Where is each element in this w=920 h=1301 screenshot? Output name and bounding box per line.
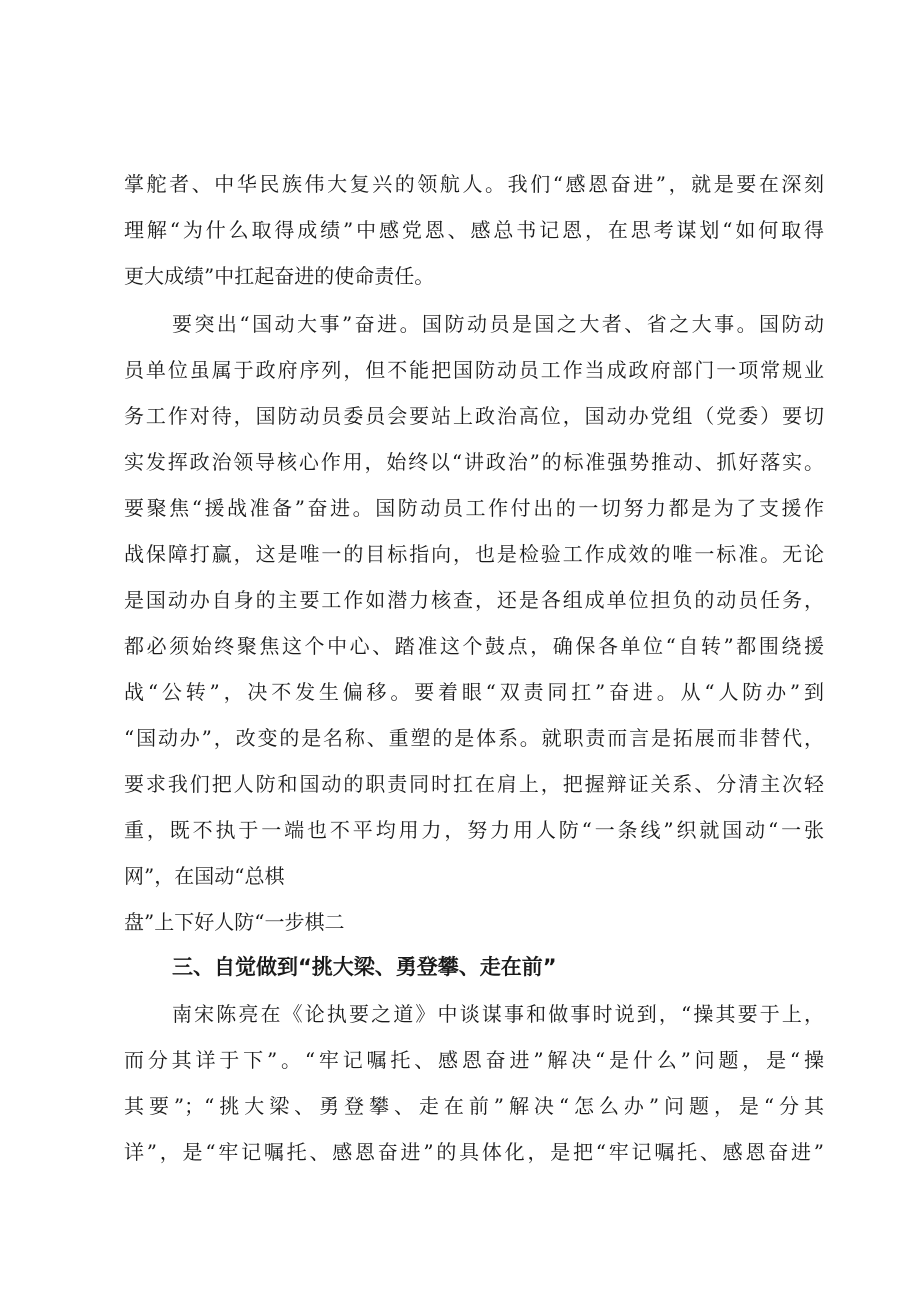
paragraph-line: 南宋陈亮在《论执要之道》中谈谋事和做事时说到，“操其要于上， bbox=[172, 1002, 824, 1026]
paragraph-line: 员单位虽属于政府序列，但不能把国防动员工作当成政府部门一项常规业 bbox=[124, 358, 824, 382]
paragraph-line: 要聚焦“援战准备”奋进。国防动员工作付出的一切努力都是为了支援作 bbox=[124, 496, 824, 520]
paragraph-line: 盘”上下好人防“一步棋二 bbox=[124, 910, 345, 934]
paragraph-line: 理解“为什么取得成绩”中感党恩、感总书记恩，在思考谋划“如何取得 bbox=[124, 218, 824, 242]
paragraph-line: 实发挥政治领导核心作用，始终以“讲政治”的标准强势推动、抓好落实。 bbox=[124, 450, 824, 474]
paragraph-line: 其要”；“挑大梁、勇登攀、走在前”解决“怎么办”问题，是“分其 bbox=[124, 1094, 824, 1118]
paragraph-line: 都必须始终聚焦这个中心、踏准这个鼓点，确保各单位“自转”都围绕援 bbox=[124, 634, 824, 658]
paragraph-line: 要突出“国动大事”奋进。国防动员是国之大者、省之大事。国防动 bbox=[172, 312, 824, 336]
paragraph-line: 详”，是“牢记嘱托、感恩奋进”的具体化，是把“牢记嘱托、感恩奋进” bbox=[124, 1140, 824, 1164]
paragraph-line: 战“公转”，决不发生偏移。要着眼“双责同扛”奋进。从“人防办”到 bbox=[124, 680, 824, 704]
paragraph-line: 要求我们把人防和国动的职责同时扛在肩上，把握辩证关系、分清主次轻 bbox=[124, 772, 824, 796]
paragraph-line: 是国动办自身的主要工作如潜力核查，还是各组成单位担负的动员任务， bbox=[124, 588, 824, 612]
section-heading: 三、自觉做到“挑大梁、勇登攀、走在前” bbox=[172, 955, 557, 979]
paragraph-line: 网”，在国动“总棋 bbox=[124, 864, 285, 888]
paragraph-line: 掌舵者、中华民族伟大复兴的领航人。我们“感恩奋进”，就是要在深刻 bbox=[124, 172, 824, 196]
paragraph-line: 战保障打赢，这是唯一的目标指向，也是检验工作成效的唯一标准。无论 bbox=[124, 542, 824, 566]
paragraph-line: 而分其详于下”。“牢记嘱托、感恩奋进”解决“是什么”问题，是“操 bbox=[124, 1048, 824, 1072]
paragraph-line: 务工作对待，国防动员委员会要站上政治高位，国动办党组（党委）要切 bbox=[124, 404, 824, 428]
paragraph-line: 更大成绩”中扛起奋进的使命责任。 bbox=[124, 264, 435, 288]
paragraph-line: 重，既不执于一端也不平均用力，努力用人防“一条线”织就国动“一张 bbox=[124, 818, 824, 842]
paragraph-line: “国动办”，改变的是名称、重塑的是体系。就职责而言是拓展而非替代， bbox=[124, 726, 824, 750]
